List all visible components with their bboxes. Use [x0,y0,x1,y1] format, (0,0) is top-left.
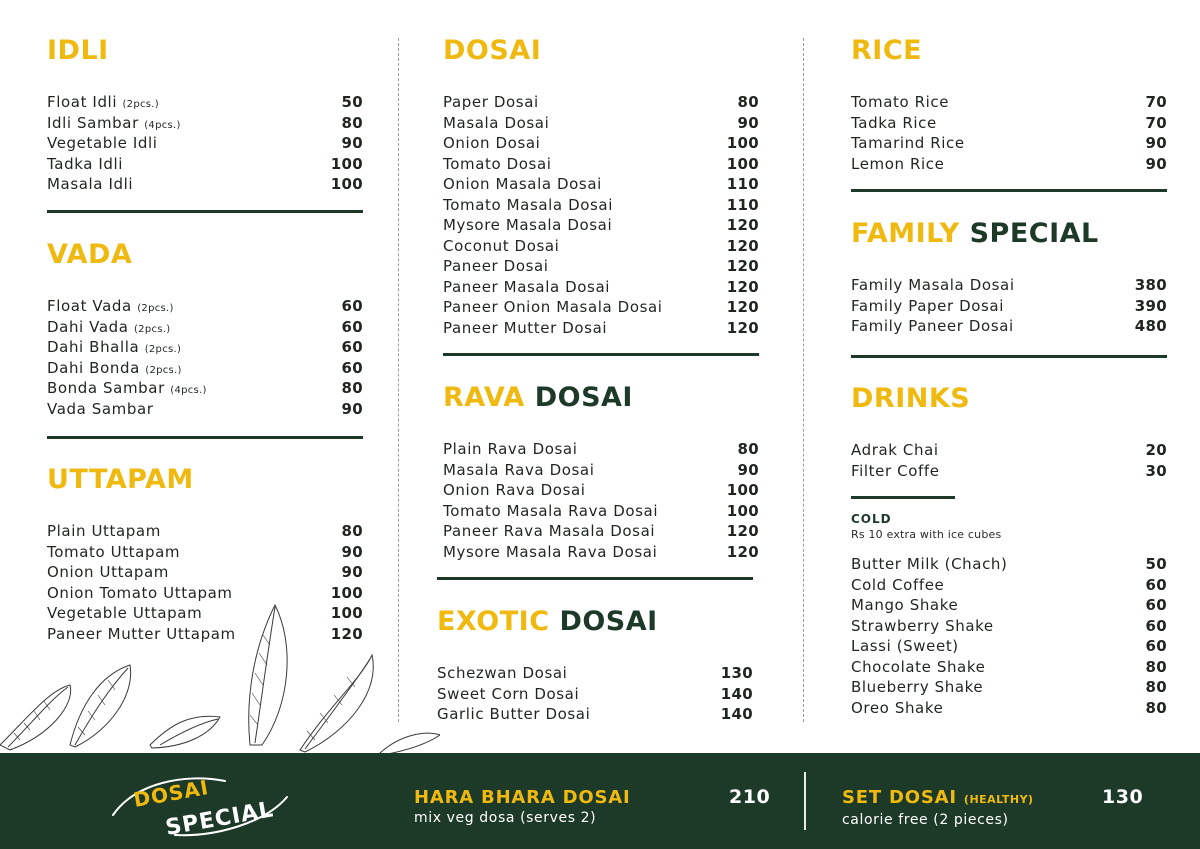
section-drinks [851,384,1167,481]
item-price: 100 [726,154,759,173]
menu-item [443,215,759,236]
special-name-text: SET DOSAI [842,787,957,808]
item-name: Oreo Shake [851,698,944,717]
section-title [437,607,753,637]
item-name: Onion Uttapam [47,563,169,581]
menu-item [47,133,363,154]
item-price: 120 [726,318,759,337]
menu-item [443,460,759,481]
item-name: Coconut Dosai [443,236,560,255]
section-title-text: DRINKS [851,383,971,414]
menu-item [851,316,1167,337]
menu-item [47,542,363,563]
menu-item [443,113,759,134]
menu-item [47,358,363,379]
item-name: Float Idli [47,93,118,111]
section-dosai [443,36,759,338]
item-price: 120 [726,522,759,540]
item-price: 90 [341,563,363,581]
menu-item [47,337,363,358]
item-name: Tomato Dosai [443,154,552,173]
section-title [851,36,1167,66]
menu-item [851,296,1167,317]
item-price: 390 [1134,296,1167,315]
special-tag: (HEALTHY) [963,793,1034,806]
special-name-text: HARA BHARA DOSAI [414,787,631,808]
item-price: 60 [341,317,363,336]
menu-item [851,440,1167,461]
item-price: 100 [330,175,363,193]
menu-item [437,684,753,705]
section-cold-drinks [851,512,1167,718]
menu-item [851,554,1167,575]
item-name: Mysore Masala Rava Dosai [443,542,658,561]
item-price: 80 [341,113,363,132]
item-list [437,663,753,725]
section-title-text: EXOTIC [437,606,560,637]
item-list [851,554,1167,718]
item-price: 120 [726,216,759,234]
item-price: 70 [1145,93,1167,111]
item-price: 100 [726,501,759,520]
item-price: 120 [330,624,363,643]
menu-item [851,616,1167,637]
item-price: 120 [726,542,759,561]
special-description: calorie free (2 pieces) [842,812,1009,828]
item-name: Bonda Sambar [47,379,165,397]
special-description: mix veg dosa (serves 2) [414,810,597,826]
item-name: Tamarind Rice [851,134,965,152]
item-price: 120 [726,236,759,255]
item-qty: (2pcs.) [144,344,182,355]
section-title-text: SPECIAL [969,218,1099,249]
cold-note: Rs 10 extra with ice cubes [851,528,1002,541]
menu-item [443,277,759,298]
item-price: 100 [726,481,759,499]
menu-item [47,296,363,317]
item-price: 60 [1145,575,1167,594]
item-name: Tadka Rice [851,113,937,132]
item-price: 480 [1134,317,1167,335]
item-price: 110 [726,175,759,193]
column-divider [803,38,804,722]
menu-item [443,439,759,460]
item-name: Paneer Dosai [443,257,549,275]
column-divider [398,38,399,722]
item-name: Tadka Idli [47,154,124,173]
menu-item [443,297,759,318]
item-name: Float Vada [47,297,132,315]
item-price: 70 [1145,113,1167,132]
section-title [851,384,1167,414]
item-name: Masala Idli [47,175,134,193]
item-name: Idli Sambar [47,113,139,132]
item-price: 50 [341,93,363,111]
item-name: Sweet Corn Dosai [437,684,580,703]
section-title-text: IDLI [47,35,109,66]
section-idli [47,36,363,195]
menu-item [851,657,1167,678]
item-price: 60 [1145,596,1167,614]
cold-title: COLD [851,512,892,526]
item-price: 140 [720,684,753,703]
section-title [443,383,759,413]
menu-item [443,133,759,154]
item-name: Tomato Masala Dosai [443,195,613,214]
item-name: Filter Coffe [851,461,940,480]
menu-item [851,575,1167,596]
section-rava-dosai [443,383,759,562]
item-price: 80 [341,522,363,540]
footer-divider [804,772,806,830]
section-title-text: DOSAI [443,35,542,66]
special-name [414,787,630,809]
item-qty: (2pcs.) [133,323,171,335]
item-name: Garlic Butter Dosai [437,705,591,723]
menu-item [851,133,1167,154]
item-name: Tomato Uttapam [47,542,181,561]
item-price: 30 [1145,461,1167,480]
section-divider [47,436,363,439]
menu-item [47,113,363,134]
item-price: 100 [330,154,363,173]
section-title [47,240,363,270]
menu-item [851,595,1167,616]
menu-item [443,195,759,216]
item-price: 130 [720,664,753,682]
menu-item [47,521,363,542]
item-qty: (4pcs.) [144,119,181,131]
special-price: 210 [729,786,771,808]
menu-item [47,154,363,175]
item-name: Onion Tomato Uttapam [47,583,233,602]
item-name: Lassi (Sweet) [851,637,959,655]
item-name: Dahi Vada [47,317,129,336]
item-price: 380 [1134,276,1167,294]
item-price: 90 [1145,154,1167,173]
menu-item [443,154,759,175]
section-title-text: UTTAPAM [47,464,194,495]
menu-item [443,542,759,563]
dosai-special-badge [105,763,295,843]
item-name: Blueberry Shake [851,678,984,696]
section-title [47,36,363,66]
section-vada [47,240,363,419]
menu-item [443,501,759,522]
item-price: 80 [341,379,363,397]
item-price: 60 [341,338,363,356]
special-name [842,787,1034,811]
section-title-text: FAMILY [851,218,970,249]
item-price: 60 [341,297,363,315]
item-price: 60 [1145,616,1167,635]
item-list [47,296,363,419]
item-name: Mysore Masala Dosai [443,216,613,234]
item-price: 60 [1145,637,1167,655]
menu-item [47,92,363,113]
item-price: 80 [737,93,759,111]
menu-item [851,677,1167,698]
item-price: 120 [726,298,759,316]
item-name: Paneer Mutter Dosai [443,318,608,337]
menu-item [851,154,1167,175]
item-list [443,439,759,562]
menu-item [47,562,363,583]
item-name: Paneer Mutter Uttapam [47,624,236,643]
item-price: 20 [1145,441,1167,459]
section-title-text: DOSAI [534,382,633,413]
section-divider [851,189,1167,192]
item-name: Mango Shake [851,596,959,614]
special-price: 130 [1102,786,1144,808]
item-name: Dahi Bhalla [47,338,140,356]
item-price: 80 [1145,678,1167,696]
item-qty: (2pcs.) [137,303,174,314]
item-name: Family Paneer Dosai [851,317,1014,335]
item-name: Paneer Rava Masala Dosai [443,522,656,540]
section-title-text: VADA [47,239,133,270]
menu-item [851,113,1167,134]
section-family-special [851,219,1167,337]
item-name: Masala Rava Dosai [443,460,595,479]
menu-item [851,461,1167,482]
item-name: Adrak Chai [851,441,939,459]
item-name: Cold Coffee [851,575,945,594]
item-name: Chocolate Shake [851,657,986,676]
item-name: Onion Masala Dosai [443,175,602,193]
item-name: Schezwan Dosai [437,664,568,682]
item-price: 90 [1145,134,1167,152]
item-qty: (2pcs.) [122,99,159,110]
cold-divider [851,496,955,499]
item-name: Onion Rava Dosai [443,481,586,499]
section-title-text: RAVA [443,382,535,413]
menu-item [443,174,759,195]
item-price: 80 [1145,657,1167,676]
section-divider [437,577,753,580]
item-price: 80 [1145,698,1167,717]
menu-item [851,698,1167,719]
leaf-illustration [0,595,440,755]
item-name: Lemon Rice [851,154,945,173]
item-price: 100 [330,604,363,622]
item-name: Family Masala Dosai [851,276,1015,294]
item-list [851,440,1167,481]
menu-item [851,636,1167,657]
item-name: Paneer Masala Dosai [443,277,611,296]
item-name: Masala Dosai [443,113,550,132]
item-list [851,92,1167,174]
menu-item [47,399,363,420]
item-price: 120 [726,257,759,275]
item-price: 100 [330,583,363,602]
item-qty: (2pcs.) [145,364,182,376]
item-qty: (4pcs.) [170,385,207,396]
item-price: 50 [1145,555,1167,573]
menu-item [443,256,759,277]
item-name: Vegetable Uttapam [47,604,203,622]
section-divider [851,355,1167,358]
section-title [851,219,1167,249]
section-divider [443,353,759,356]
item-price: 90 [737,460,759,479]
item-name: Tomato Rice [851,93,950,111]
item-price: 90 [341,542,363,561]
menu-item [437,704,753,725]
item-name: Strawberry Shake [851,616,994,635]
menu-item [851,275,1167,296]
menu-item [443,480,759,501]
item-price: 110 [726,195,759,214]
item-name: Paneer Onion Masala Dosai [443,298,663,316]
menu-item [47,174,363,195]
menu-item [443,521,759,542]
item-name: Vada Sambar [47,399,154,418]
item-price: 90 [341,134,363,152]
specials-footer [0,753,1200,849]
menu-item [851,92,1167,113]
item-name: Plain Rava Dosai [443,440,578,458]
item-price: 120 [726,277,759,296]
item-name: Tomato Masala Rava Dosai [443,501,659,520]
menu-item [443,236,759,257]
section-title [443,36,759,66]
section-title [47,465,363,495]
section-divider [47,210,363,213]
special-item [842,787,1034,829]
item-list [47,92,363,195]
section-exotic-dosai [437,607,753,725]
item-price: 100 [726,134,759,152]
special-item [414,787,630,827]
item-price: 80 [737,440,759,458]
section-rice [851,36,1167,174]
item-price: 90 [737,113,759,132]
item-list [851,275,1167,337]
item-name: Butter Milk (Chach) [851,555,1008,573]
section-title-text: RICE [851,35,923,66]
badge-line-2: SPECIAL [163,797,276,841]
item-name: Paper Dosai [443,93,539,111]
section-title-text: DOSAI [559,606,658,637]
item-name: Vegetable Idli [47,134,158,152]
item-name: Onion Dosai [443,134,541,152]
menu-item [437,663,753,684]
item-price: 60 [341,358,363,377]
menu-item [443,318,759,339]
item-name: Plain Uttapam [47,522,161,540]
menu-item [47,378,363,399]
item-name: Dahi Bonda [47,358,140,377]
item-list [443,92,759,338]
item-price: 140 [720,705,753,723]
menu-item [443,92,759,113]
item-price: 90 [341,399,363,418]
item-name: Family Paper Dosai [851,296,1004,315]
badge-line-1: DOSAI [131,775,211,812]
menu-item [47,317,363,338]
